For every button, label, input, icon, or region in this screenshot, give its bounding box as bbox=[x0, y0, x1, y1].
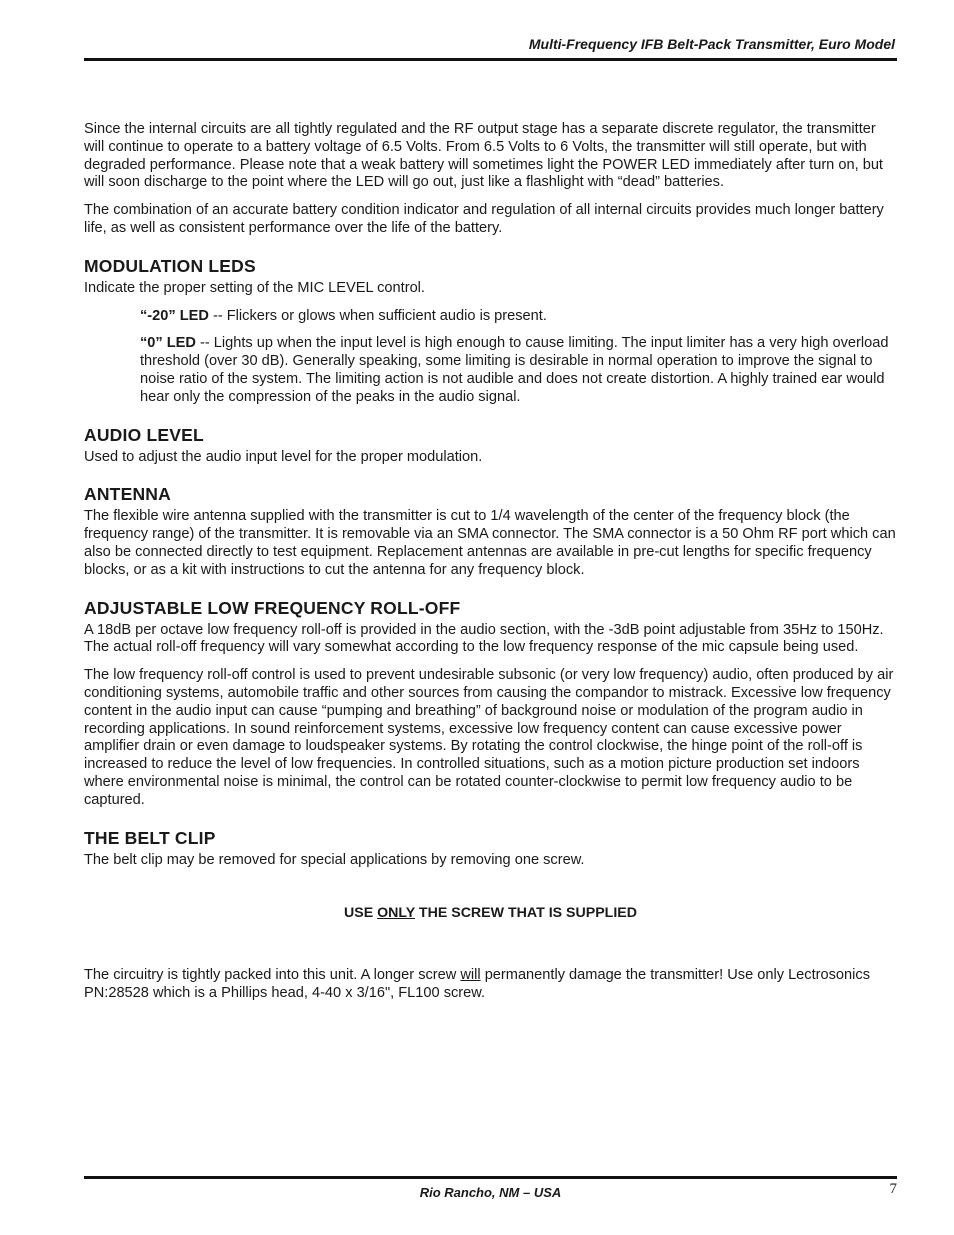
audio-level-heading: AUDIO LEVEL bbox=[84, 424, 204, 445]
screw-note-post: permanently damage the transmitter! Use only Lectrosonics PN:28528 which is a Phillips head, 4-40 x 3/16", FL100 screw. bbox=[84, 967, 870, 1001]
screw-warning-pre: USE bbox=[343, 905, 378, 922]
led-zero-description bbox=[140, 335, 897, 406]
screw-note-pre: The circuitry is tightly packed into this unit. A longer screw bbox=[84, 967, 461, 984]
page-footer bbox=[84, 1176, 897, 1200]
modulation-leds-heading: MODULATION LEDS bbox=[84, 255, 256, 276]
page-header bbox=[84, 36, 897, 61]
intro-paragraph-1: Since the internal circuits are all tightly regulated and the RF output stage has a separate discrete regulator, the transmitter will continue to operate to a battery voltage of 6.5 Volts. From 6.5 Volts to 6 Volts, the transmitter will still operate, but with degraded performance. Please note that a weak battery will sometimes light the POWER LED immediately after turn on, but will soon discharge to the point where the LED will go out, just like a flashlight with “dead” batteries. bbox=[84, 121, 883, 191]
page-number: 7 bbox=[889, 1181, 897, 1197]
rolloff-paragraph-1: A 18dB per octave low frequency roll-off is provided in the audio section, with the -3dB point adjustable from 35Hz to 150Hz. The actual roll-off frequency will vary somewhat according to the low frequency response of the mic capsule being used. bbox=[84, 621, 884, 656]
belt-clip-text: The belt clip may be removed for special applications by removing one screw. bbox=[84, 851, 585, 868]
screw-warning bbox=[84, 905, 897, 923]
rolloff-paragraph-2: The low frequency roll-off control is used to prevent undesirable subsonic (or very low frequency) audio, often produced by air conditioning systems, automobile traffic and other sources from causing the compandor to mistrack. Excessive low frequency content in the audio input can cause “pumping and breathing” of background noise or modulation of the program audio in recording applications. In sound reinforcement systems, excessive low frequency content can cause excessive power amplifier drain or even damage to loudspeaker systems. By rotating the control clockwise, the hinge point of the roll-off is increased to reduce the level of low frequencies. In controlled situations, such as a motion picture production set indoors where environmental noise is minimal, the control can be rotated counter-clockwise to permit low frequency audio to be captured. bbox=[84, 667, 894, 808]
audio-level-text: Used to adjust the audio input level for the proper modulation. bbox=[84, 448, 483, 465]
header-title: Multi-Frequency IFB Belt-Pack Transmitter, Euro Model bbox=[528, 36, 895, 52]
screw-warning-post: THE SCREW THAT IS SUPPLIED bbox=[414, 905, 637, 922]
intro-paragraph-2: The combination of an accurate battery condition indicator and regulation of all internal circuits provides much longer battery life, as well as consistent performance over the life of the battery. bbox=[84, 202, 884, 236]
led-zero-text: -- Lights up when the input level is high enough to cause limiting. The input limiter has a very high overload threshold (over 30 dB). Generally speaking, some limiting is desirable in normal operation to improve the signal to noise ratio of the system. The limiting action is not audible and does not create distortion. A highly trained ear would hear only the compression of the peaks in the audio signal. bbox=[140, 335, 889, 405]
led-minus20-description bbox=[140, 308, 897, 326]
led-minus20-label: “-20” LED bbox=[140, 307, 209, 324]
antenna-heading: ANTENNA bbox=[84, 484, 171, 505]
rolloff-heading: ADJUSTABLE LOW FREQUENCY ROLL-OFF bbox=[84, 597, 461, 618]
belt-clip-heading: THE BELT CLIP bbox=[84, 827, 216, 848]
screw-note bbox=[84, 967, 897, 1003]
footer-location: Rio Rancho, NM – USA bbox=[419, 1185, 562, 1200]
led-zero-label: “0” LED bbox=[140, 335, 196, 352]
led-minus20-text: -- Flickers or glows when sufficient audio is present. bbox=[208, 307, 547, 324]
antenna-text: The flexible wire antenna supplied with the transmitter is cut to 1/4 wavelength of the center of the frequency block (the frequency range) of the transmitter. It is removable via an SMA connector. The SMA connector is a 50 Ohm RF port which can also be connected directly to test equipment. Replacement antennas are available in pre-cut lengths for specific frequency blocks, or as a kit with instructions to cut the antenna for any frequency block. bbox=[84, 508, 896, 578]
modulation-leds-intro: Indicate the proper setting of the MIC LEVEL control. bbox=[84, 279, 425, 296]
screw-warning-emphasis: ONLY bbox=[377, 905, 415, 922]
screw-note-emphasis: will bbox=[460, 967, 481, 984]
document-body bbox=[84, 121, 897, 1013]
